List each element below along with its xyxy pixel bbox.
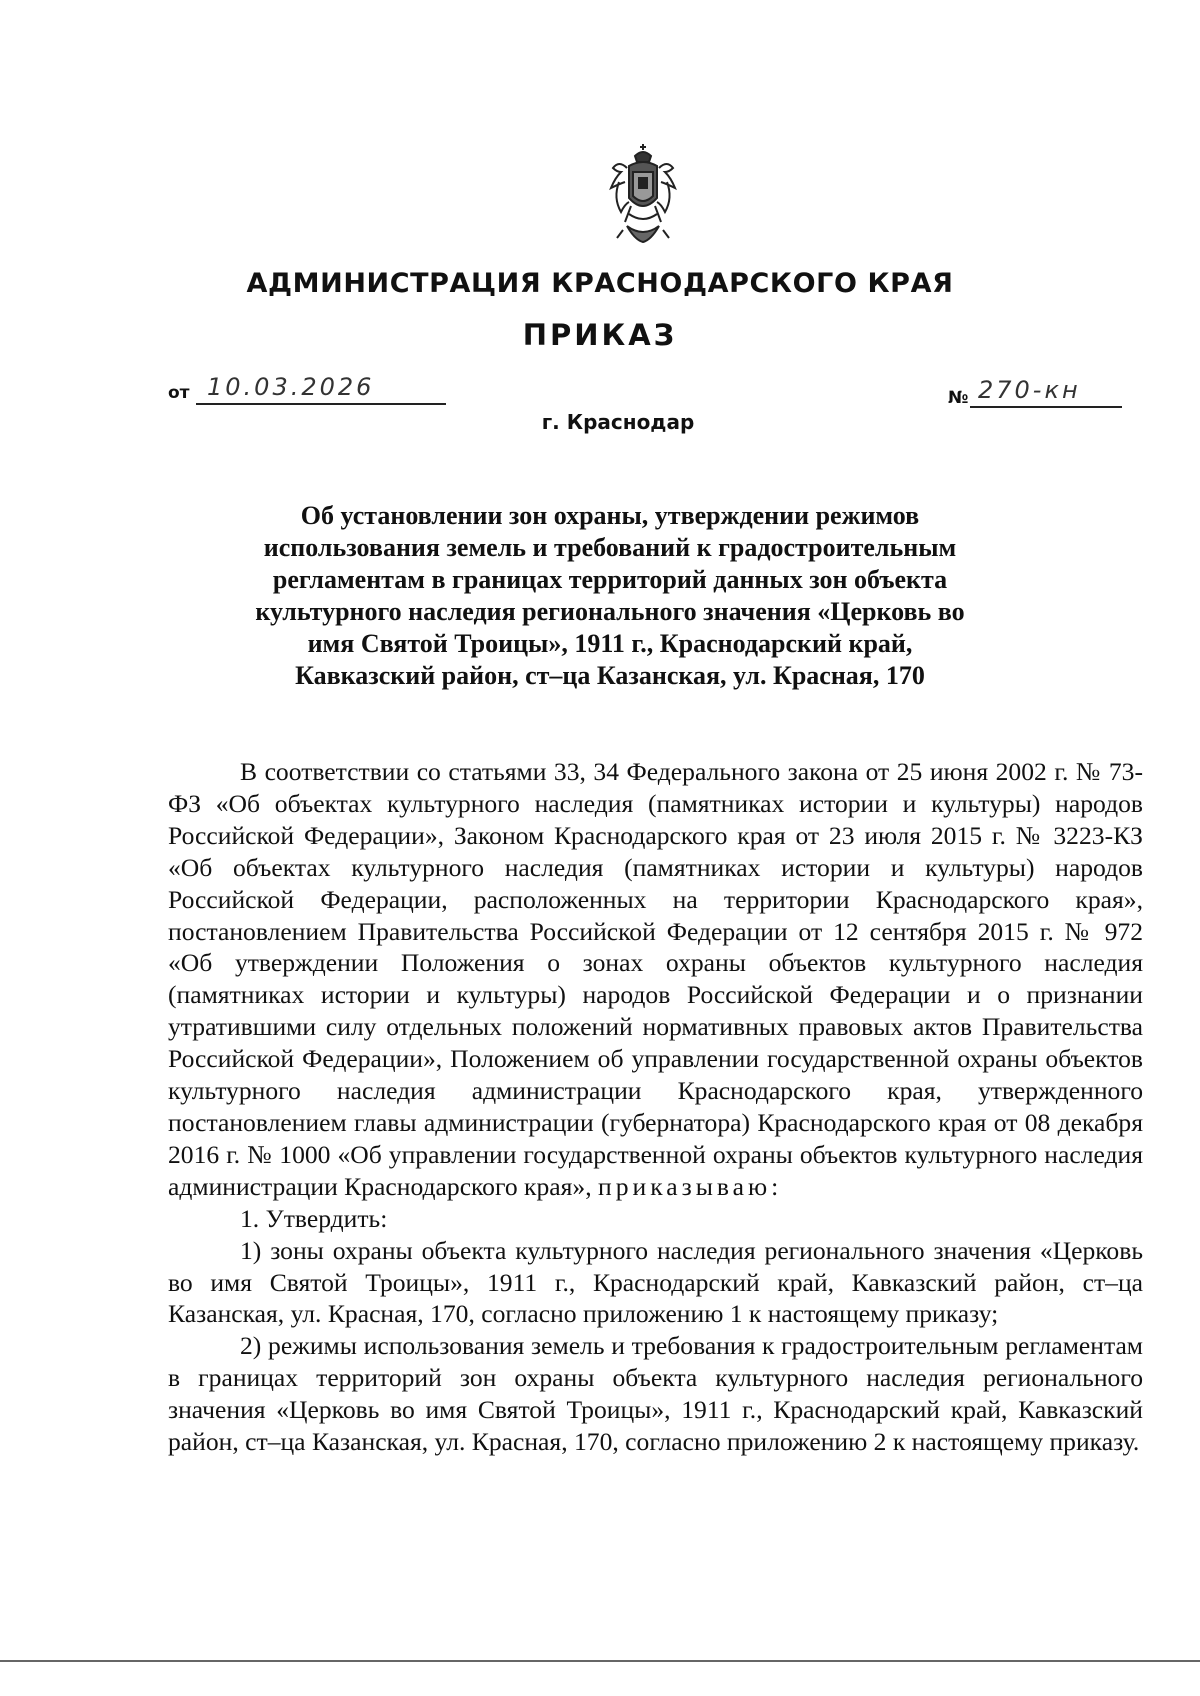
organization-title: АДМИНИСТРАЦИЯ КРАСНОДАРСКОГО КРАЯ	[246, 268, 954, 299]
document-subject: Об установлении зон охраны, утверждении режимов использования земель и требований к градостроительным регламентам в границах территорий данных зон объекта культурного наследия регионального значения «Церковь во имя Святой Троицы», 1911 г., Краснодарский край, Кавказский район, ст–ца Казанская, ул. Красная, 170	[255, 501, 965, 690]
preamble-text: В соответствии со статьями 33, 34 Федерального закона от 25 июня 2002 г. № 73-ФЗ «Об объектах культурного наследия (памятниках истории и культуры) народов Российской Федерации», Законом Краснодарского края от 23 июля 2015 г. № 3223-КЗ «Об объектах культурного наследия (памятниках истории и культуры) народов Российской Федерации, расположенных на территории Краснодарского края», постановлением Правительства Российской Федерации от 12 сентября 2015 г. № 972 «Об утверждении Положения о зонах охраны объектов культурного наследия (памятниках истории и культуры) народов Российской Федерации и о признании утратившими силу отдельных положений нормативных правовых актов Правительства Российской Федерации», Положением об управлении государственной охраны объектов культурного наследия администрации Краснодарского края, утвержденного постановлением главы администрации (губернатора) Краснодарского края от 08 декабря 2016 г. № 1000 «Об управлении государственной охраны объектов культурного наследия администрации Краснодарского края»,	[168, 757, 1143, 1201]
date-underline	[196, 403, 446, 405]
item-1-2: 2) режимы использования земель и требования к градостроительным регламентам в границах территорий зон охраны объекта культурного наследия регионального значения «Церковь во имя Святой Троицы», 1911 г., Краснодарский край, Кавказский район, ст–ца Казанская, ул. Красная, 170, согласно приложению 2 к настоящему приказу.	[168, 1331, 1143, 1457]
document-body	[168, 756, 1143, 1458]
number-value: 270-кн	[978, 376, 1081, 404]
number-underline	[970, 406, 1122, 408]
item-1: 1. Утвердить:	[240, 1203, 388, 1233]
city-label: г. Краснодар	[541, 410, 695, 434]
preamble-paragraph	[168, 756, 1143, 1203]
directive-text: приказываю:	[598, 1171, 783, 1201]
date-value: 10.03.2026	[207, 373, 375, 401]
number-label: №	[948, 388, 969, 408]
item-1-1: 1) зоны охраны объекта культурного наследия регионального значения «Церковь во имя Святой Троицы», 1911 г., Краснодарский край, Кавказский район, ст–ца Казанская, ул. Красная, 170, согласно приложению 1 к настоящему приказу;	[168, 1235, 1143, 1329]
date-label: от	[168, 383, 190, 403]
coat-of-arms-icon	[605, 142, 681, 246]
page-bottom-rule	[0, 1660, 1200, 1662]
document-type: ПРИКАЗ	[522, 318, 678, 352]
